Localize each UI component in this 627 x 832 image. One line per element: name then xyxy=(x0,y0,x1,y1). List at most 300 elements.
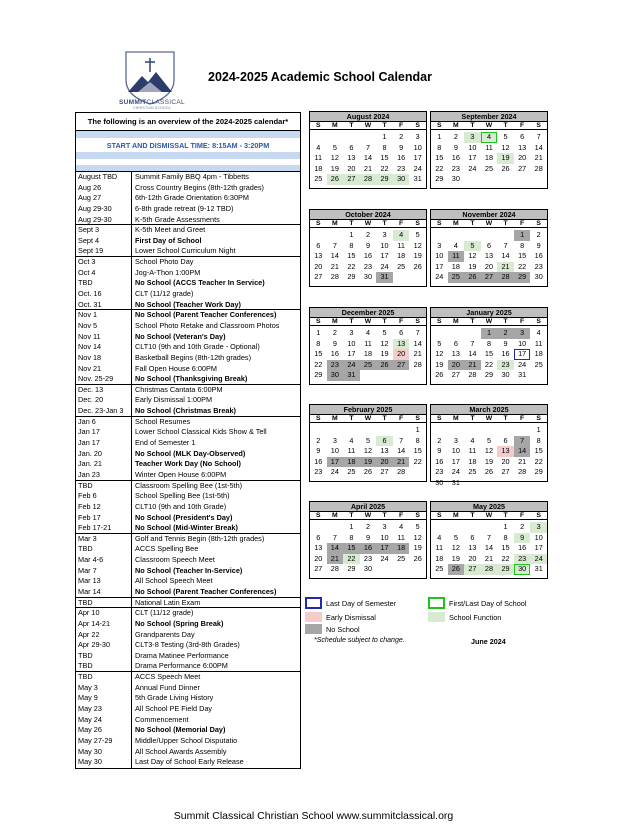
day-cell: 20 xyxy=(484,261,494,271)
day-cell: 23 xyxy=(397,163,406,173)
day-cell: 14 xyxy=(330,251,339,261)
empty-day xyxy=(310,425,327,436)
month-calendar xyxy=(430,209,548,287)
day-cell: 18 xyxy=(343,457,360,468)
weekday-label: S xyxy=(536,318,541,325)
day-cell: 20 xyxy=(518,153,527,163)
event-text: Christmas Cantata 6:00PM xyxy=(135,384,223,394)
day-cell: 7 xyxy=(332,532,337,542)
day-cell: 4 xyxy=(365,328,371,337)
event-row xyxy=(76,449,300,460)
empty-day xyxy=(310,132,327,143)
blue-band xyxy=(75,131,301,138)
day-cell: 8 xyxy=(536,435,541,445)
day-cell: 22 xyxy=(435,163,444,173)
day-cell: 18 xyxy=(397,251,406,261)
weekday-label: S xyxy=(437,415,442,422)
day-cell: 27 xyxy=(314,564,323,574)
empty-day xyxy=(448,328,465,339)
weekday-label: T xyxy=(349,512,354,519)
event-row xyxy=(76,513,300,524)
event-date: Nov 11 xyxy=(76,332,132,343)
weekday-label: F xyxy=(399,318,404,325)
weekday-label: T xyxy=(503,318,508,325)
day-cell: 9 xyxy=(365,240,371,250)
legend xyxy=(305,597,545,637)
event-row xyxy=(76,459,300,470)
weekday-label: F xyxy=(520,318,525,325)
event-text: Fall Open House 6:00PM xyxy=(135,363,217,373)
empty-day xyxy=(310,522,327,533)
day-cell: 14 xyxy=(534,142,543,152)
day-cell: 30 xyxy=(327,370,344,381)
day-cell: 10 xyxy=(451,446,460,456)
weekday-label: T xyxy=(470,512,475,519)
event-text: K-5th Meet and Greet xyxy=(135,225,206,235)
day-cell: 24 xyxy=(413,163,422,173)
event-date: Jan 17 xyxy=(76,438,132,449)
event-text: CLT (11/12 grade) xyxy=(135,608,194,618)
event-row xyxy=(76,406,300,417)
day-cell: 22 xyxy=(413,456,422,466)
day-cell: 15 xyxy=(484,349,494,359)
event-text: School Resumes xyxy=(135,416,191,426)
day-cell: 2 xyxy=(316,435,321,445)
day-cell: 18 xyxy=(435,553,444,563)
day-cell: 30 xyxy=(451,174,460,184)
day-cell: 27 xyxy=(393,360,410,371)
legend-item-early-dismissal xyxy=(305,612,376,622)
day-cell: 15 xyxy=(314,349,323,359)
weekday-header xyxy=(310,318,426,326)
empty-day xyxy=(464,230,481,241)
day-cell: 22 xyxy=(518,261,527,271)
day-cell: 24 xyxy=(380,553,389,563)
event-date: Feb 17-21 xyxy=(76,523,132,533)
day-cell: 4 xyxy=(316,142,321,152)
weekday-label: F xyxy=(520,122,525,129)
weekday-label: W xyxy=(364,512,372,519)
day-cell: 20 xyxy=(393,349,410,360)
weekday-label: W xyxy=(364,220,372,227)
event-date: Mar 7 xyxy=(76,566,132,577)
day-grid xyxy=(310,326,426,381)
empty-day xyxy=(431,425,448,436)
overview-column xyxy=(75,112,301,769)
event-row xyxy=(76,364,300,375)
event-row xyxy=(76,395,300,406)
legend-item-first-last-day xyxy=(428,597,526,609)
event-text: No School (Spring Break) xyxy=(135,618,224,628)
weekday-label: W xyxy=(485,512,493,519)
day-cell: 20 xyxy=(448,360,465,371)
day-cell: 21 xyxy=(484,553,494,563)
event-date: Nov 18 xyxy=(76,353,132,364)
day-cell: 21 xyxy=(534,153,543,163)
gray-swatch xyxy=(305,624,322,634)
weekday-label: F xyxy=(399,415,404,422)
legend-label: No School xyxy=(326,624,360,634)
event-text: No School (ACCS Teacher In Service) xyxy=(135,278,265,288)
weekday-label: F xyxy=(399,122,404,129)
day-cell: 29 xyxy=(435,174,444,184)
weekday-label: S xyxy=(415,220,420,227)
empty-day xyxy=(327,132,344,143)
day-cell: 4 xyxy=(437,532,442,542)
day-cell: 16 xyxy=(397,153,406,163)
day-cell: 24 xyxy=(451,467,460,477)
day-cell: 22 xyxy=(380,163,389,173)
day-cell: 4 xyxy=(393,230,410,241)
day-cell: 17 xyxy=(376,543,393,554)
weekday-label: S xyxy=(415,122,420,129)
day-cell: 13 xyxy=(484,251,494,261)
day-cell: 5 xyxy=(332,142,337,152)
day-cell: 9 xyxy=(453,142,458,152)
day-cell: 17 xyxy=(435,261,444,271)
event-row xyxy=(76,204,300,215)
event-row xyxy=(76,576,300,587)
events-list xyxy=(75,172,301,769)
day-cell: 14 xyxy=(514,446,531,457)
empty-day xyxy=(497,230,514,241)
day-cell: 2 xyxy=(536,230,541,239)
day-cell: 9 xyxy=(437,446,442,456)
day-cell: 26 xyxy=(484,467,494,477)
day-cell: 9 xyxy=(365,532,371,542)
day-cell: 27 xyxy=(314,272,323,282)
weekday-label: S xyxy=(437,220,442,227)
event-date: May 30 xyxy=(76,747,132,758)
weekday-label: S xyxy=(415,415,420,422)
event-date: Nov 5 xyxy=(76,321,132,332)
event-row xyxy=(76,619,300,630)
event-text: All School PE Field Day xyxy=(135,704,213,714)
event-date: May 27-29 xyxy=(76,736,132,747)
event-text: All School Speech Meet xyxy=(135,576,213,586)
day-cell: 26 xyxy=(464,272,481,283)
legend-label: First/Last Day of School xyxy=(449,598,527,608)
day-cell: 23 xyxy=(314,467,323,477)
weekday-header xyxy=(310,122,426,130)
empty-day xyxy=(376,425,393,436)
day-cell: 24 xyxy=(343,360,360,371)
day-cell: 31 xyxy=(534,564,543,574)
event-row xyxy=(76,268,300,279)
day-cell: 8 xyxy=(520,240,525,250)
event-text: Drama Matinee Performance xyxy=(135,650,229,660)
day-cell: 25 xyxy=(360,360,377,371)
day-cell: 5 xyxy=(415,230,420,239)
weekday-label: S xyxy=(415,512,420,519)
day-cell: 27 xyxy=(518,163,527,173)
day-cell: 29 xyxy=(484,370,494,380)
day-cell: 27 xyxy=(464,564,481,575)
weekday-label: M xyxy=(332,220,338,227)
day-cell: 30 xyxy=(363,564,373,574)
day-cell: 13 xyxy=(314,543,323,553)
empty-day xyxy=(448,522,465,533)
event-date: Mar 13 xyxy=(76,576,132,587)
day-cell: 3 xyxy=(530,522,547,533)
weekday-label: S xyxy=(536,122,541,129)
day-cell: 13 xyxy=(451,349,460,359)
empty-day xyxy=(481,522,498,533)
day-cell: 10 xyxy=(534,532,543,542)
empty-day xyxy=(448,230,465,241)
day-cell: 1 xyxy=(349,230,354,239)
day-cell: 2 xyxy=(497,328,514,339)
day-cell: 16 xyxy=(534,251,543,261)
day-cell: 18 xyxy=(393,543,410,554)
day-cell: 21 xyxy=(393,457,410,468)
event-date: Oct 4 xyxy=(76,268,132,279)
day-cell: 23 xyxy=(514,554,531,565)
day-cell: 3 xyxy=(349,328,354,337)
event-row xyxy=(76,193,300,204)
day-cell: 12 xyxy=(413,240,422,250)
day-cell: 18 xyxy=(484,153,494,163)
month-calendar xyxy=(309,111,427,189)
day-cell: 12 xyxy=(435,349,444,359)
event-row xyxy=(76,246,300,257)
day-cell: 9 xyxy=(316,446,321,456)
day-cell: 5 xyxy=(437,338,442,348)
weekday-label: T xyxy=(349,220,354,227)
day-cell: 31 xyxy=(376,272,393,283)
event-text: No School (Mid-Winter Break) xyxy=(135,523,238,533)
empty-day xyxy=(448,425,465,436)
day-cell: 18 xyxy=(468,456,477,466)
day-cell: 16 xyxy=(314,456,323,466)
month-calendar xyxy=(430,404,548,487)
event-date: Jan 17 xyxy=(76,427,132,438)
day-cell: 5 xyxy=(382,328,387,337)
event-row xyxy=(76,725,300,736)
day-cell: 14 xyxy=(468,349,477,359)
event-text: Jog-A-Thon 1:00PM xyxy=(135,267,201,277)
empty-day xyxy=(481,230,498,241)
day-cell: 21 xyxy=(330,261,339,271)
day-cell: 28 xyxy=(534,163,543,173)
day-cell: 30 xyxy=(363,272,373,282)
weekday-label: W xyxy=(485,415,493,422)
day-cell: 6 xyxy=(349,142,354,152)
day-cell: 16 xyxy=(451,153,460,163)
day-cell: 19 xyxy=(497,153,514,164)
day-cell: 7 xyxy=(399,435,404,445)
day-grid xyxy=(431,326,547,381)
legend-label: School Function xyxy=(449,612,502,622)
legend-label: Last Day of Semester xyxy=(326,598,397,608)
event-text: CLT10 (9th and 10th Grade) xyxy=(135,501,227,511)
day-cell: 25 xyxy=(397,553,406,563)
weekday-label: T xyxy=(382,122,387,129)
weekday-label: S xyxy=(316,415,321,422)
day-cell: 6 xyxy=(520,132,525,141)
day-grid xyxy=(431,520,547,575)
event-row xyxy=(76,640,300,651)
event-text: No School (President's Day) xyxy=(135,512,233,522)
day-cell: 15 xyxy=(435,153,444,163)
day-cell: 9 xyxy=(514,533,531,544)
footer: Summit Classical Christian School www.summitclassical.org xyxy=(173,810,454,822)
day-cell: 17 xyxy=(347,349,356,359)
day-cell: 25 xyxy=(347,467,356,477)
weekday-label: F xyxy=(520,512,525,519)
event-row xyxy=(76,715,300,726)
weekday-header xyxy=(310,415,426,423)
day-cell: 11 xyxy=(485,142,493,152)
day-cell: 2 xyxy=(332,328,337,337)
weekday-label: M xyxy=(453,318,459,325)
weekday-label: S xyxy=(437,122,442,129)
day-cell: 18 xyxy=(314,163,323,173)
event-row xyxy=(76,747,300,758)
event-text: 5th Grade Living History xyxy=(135,693,214,703)
event-date: Nov 14 xyxy=(76,342,132,353)
day-cell: 25 xyxy=(448,272,465,283)
event-row xyxy=(76,342,300,353)
day-cell: 9 xyxy=(536,240,541,250)
day-cell: 30 xyxy=(435,477,444,487)
page-title: 2024-2025 Academic School Calendar xyxy=(208,70,432,84)
day-cell: 11 xyxy=(397,240,405,250)
weekday-label: T xyxy=(470,415,475,422)
event-text: School Photo Retake and Classroom Photos xyxy=(135,320,280,330)
event-row xyxy=(76,310,300,321)
event-row xyxy=(76,693,300,704)
day-cell: 8 xyxy=(437,142,442,152)
day-cell: 30 xyxy=(534,272,543,282)
day-cell: 6 xyxy=(486,240,492,250)
day-cell: 17 xyxy=(451,456,460,466)
day-cell: 2 xyxy=(399,132,404,141)
day-cell: 28 xyxy=(518,467,527,477)
start-dismissal-time: START AND DISMISSAL TIME: 8:15AM - 3:20PM xyxy=(75,138,301,152)
weekday-label: T xyxy=(382,220,387,227)
event-text: Classroom Speech Meet xyxy=(135,555,215,565)
day-cell: 21 xyxy=(363,163,373,173)
day-grid xyxy=(310,228,426,283)
weekday-label: T xyxy=(503,415,508,422)
day-cell: 7 xyxy=(486,532,492,542)
weekday-header xyxy=(431,415,547,423)
day-cell: 10 xyxy=(518,338,527,348)
day-cell: 15 xyxy=(380,153,389,163)
weekday-header xyxy=(310,220,426,228)
day-cell: 28 xyxy=(397,467,406,477)
day-cell: 31 xyxy=(343,370,360,381)
month-name: October 2024 xyxy=(310,210,426,220)
day-cell: 6 xyxy=(503,435,508,445)
day-cell: 11 xyxy=(435,543,444,553)
empty-day xyxy=(514,425,531,436)
day-cell: 17 xyxy=(380,251,389,261)
day-cell: 8 xyxy=(486,338,492,348)
event-row xyxy=(76,683,300,694)
event-row xyxy=(76,321,300,332)
day-cell: 11 xyxy=(448,251,465,262)
day-cell: 4 xyxy=(349,435,354,445)
day-cell: 12 xyxy=(501,142,510,152)
day-cell: 31 xyxy=(451,477,460,487)
month-calendar xyxy=(309,404,427,482)
event-text: First Day of School xyxy=(135,235,202,245)
day-cell: 16 xyxy=(330,349,339,359)
day-cell: 10 xyxy=(380,240,389,250)
schedule-note: *Schedule subject to change. xyxy=(314,637,405,644)
event-date: TBD xyxy=(76,672,132,683)
day-cell: 1 xyxy=(437,132,442,141)
day-cell: 4 xyxy=(536,328,541,337)
day-cell: 20 xyxy=(314,553,323,563)
day-cell: 19 xyxy=(413,543,422,553)
day-cell: 3 xyxy=(437,240,442,250)
day-cell: 5 xyxy=(453,532,458,542)
event-date: Apr 10 xyxy=(76,608,132,619)
event-text: No School (Memorial Day) xyxy=(135,725,226,735)
day-cell: 27 xyxy=(343,174,360,185)
event-date: TBD xyxy=(76,661,132,671)
day-cell: 24 xyxy=(380,261,389,271)
day-cell: 1 xyxy=(481,328,498,339)
event-date: Feb 6 xyxy=(76,491,132,502)
day-cell: 28 xyxy=(330,564,339,574)
event-text: No School (Teacher Work Day) xyxy=(135,299,241,309)
day-cell: 1 xyxy=(382,132,387,141)
day-cell: 11 xyxy=(534,338,543,348)
empty-day xyxy=(431,328,448,339)
event-date: Mar 3 xyxy=(76,534,132,545)
event-text: Grandparents Day xyxy=(135,629,195,639)
event-text: National Latin Exam xyxy=(135,597,201,607)
month-name: May 2025 xyxy=(431,502,547,512)
day-cell: 6 xyxy=(316,532,321,542)
day-cell: 17 xyxy=(534,543,543,553)
weekday-header xyxy=(431,318,547,326)
day-cell: 10 xyxy=(330,446,339,456)
day-cell: 28 xyxy=(497,272,514,283)
event-text: No School (Teacher In-Service) xyxy=(135,565,243,575)
day-cell: 13 xyxy=(314,251,323,261)
weekday-label: M xyxy=(453,415,459,422)
event-row xyxy=(76,385,300,396)
event-text: End of Semester 1 xyxy=(135,438,196,448)
event-text: 6th-12th Grade Orientation 6:30PM xyxy=(135,193,249,203)
day-cell: 6 xyxy=(453,338,458,348)
day-cell: 8 xyxy=(503,532,508,542)
day-cell: 22 xyxy=(347,261,356,271)
event-date: Oct. 31 xyxy=(76,300,132,310)
day-cell: 16 xyxy=(363,251,373,261)
day-cell: 29 xyxy=(514,272,531,283)
day-cell: 17 xyxy=(413,153,422,163)
day-cell: 25 xyxy=(534,359,543,369)
day-cell: 19 xyxy=(380,349,389,359)
day-cell: 14 xyxy=(397,446,406,456)
event-date: Feb 17 xyxy=(76,513,132,524)
logo-name: SUMMIT xyxy=(119,99,147,106)
day-cell: 13 xyxy=(468,543,477,553)
event-row xyxy=(76,417,300,428)
event-date: Nov. 25-29 xyxy=(76,374,132,384)
day-cell: 13 xyxy=(518,142,527,152)
event-date: Aug 29-30 xyxy=(76,215,132,225)
weekday-label: W xyxy=(364,318,372,325)
event-text: School Photo Day xyxy=(135,257,194,267)
event-row xyxy=(76,523,300,534)
